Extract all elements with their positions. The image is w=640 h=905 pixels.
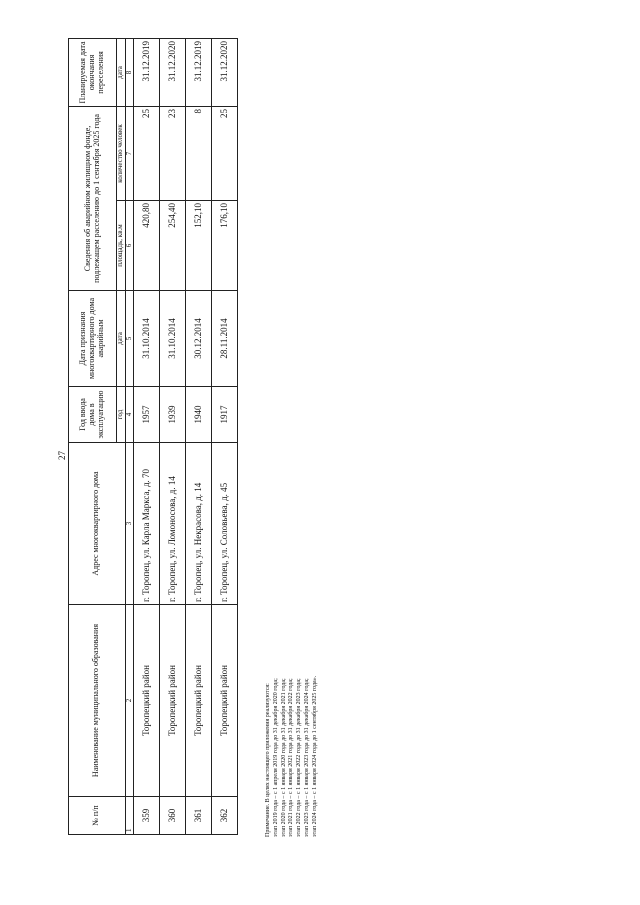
cell-people: 23 <box>160 106 186 200</box>
header-num: № п/п <box>69 797 126 835</box>
cell-planned: 31.12.2020 <box>212 38 238 106</box>
footnote-line: этап 2019 года – с 1 апреля 2019 года до 31 декабря 2020 года; <box>272 678 279 837</box>
cell-address: г. Торопец, ул. Соловьева, д. 45 <box>212 443 238 605</box>
header-planned: Планируемая дата окончания переселения <box>69 38 117 106</box>
cell-num: 359 <box>134 797 160 835</box>
col-number: 2 <box>125 605 134 797</box>
subheader-area: площадь, кв.м <box>117 201 126 291</box>
subheader-year: год <box>117 387 126 443</box>
cell-planned: 31.12.2019 <box>134 38 160 106</box>
subheader-people: количество человек <box>117 106 126 200</box>
cell-address: г. Торопец, ул. Карла Маркса, д. 70 <box>134 443 160 605</box>
cell-address: г. Торопец, ул. Ломоносова, д. 14 <box>160 443 186 605</box>
cell-people: 25 <box>212 106 238 200</box>
cell-num: 360 <box>160 797 186 835</box>
cell-year: 1957 <box>134 387 160 443</box>
cell-area: 254,40 <box>160 201 186 291</box>
table-row <box>186 38 212 834</box>
col-number: 8 <box>125 38 134 106</box>
cell-recognized: 28.11.2014 <box>212 291 238 387</box>
cell-recognized: 31.10.2014 <box>160 291 186 387</box>
cell-municipality: Торопецкий район <box>160 605 186 797</box>
cell-area: 152,10 <box>186 201 212 291</box>
cell-area: 420,80 <box>134 201 160 291</box>
col-number: 6 <box>125 201 134 291</box>
cell-people: 25 <box>134 106 160 200</box>
col-number: 4 <box>125 387 134 443</box>
cell-num: 361 <box>186 797 212 835</box>
cell-planned: 31.12.2019 <box>186 38 212 106</box>
footnote-line: Примечание. В целях настоящего приложения реализуются: <box>265 683 271 837</box>
footnote <box>265 377 320 837</box>
subheader-recognized: дата <box>117 291 126 387</box>
col-number: 5 <box>125 291 134 387</box>
col-number: 7 <box>125 106 134 200</box>
cell-year: 1940 <box>186 387 212 443</box>
cell-recognized: 31.10.2014 <box>134 291 160 387</box>
cell-num: 362 <box>212 797 238 835</box>
col-number: 1 <box>125 797 134 835</box>
subheader-planned: дата <box>117 38 126 106</box>
header-recognized: Дата признания многоквартирного дома аварийным <box>69 291 117 387</box>
table-row <box>134 38 160 834</box>
cell-recognized: 30.12.2014 <box>186 291 212 387</box>
footnote-line: этап 2020 года – с 1 января 2020 года до 31 декабря 2021 года; <box>280 678 287 837</box>
header-info: Сведения об аварийном жилищном фонде, подлежащем расселению до 1 сентября 2025 года <box>69 106 117 290</box>
footnote-line: этап 2022 года – с 1 января 2022 года до 31 декабря 2023 года; <box>296 678 303 837</box>
table-row <box>212 38 238 834</box>
cell-address: г. Торопец, ул. Некрасова, д. 14 <box>186 443 212 605</box>
cell-area: 176,10 <box>212 201 238 291</box>
header-year: Год ввода дома в эксплуатацию <box>69 387 117 443</box>
footnote-line: этап 2021 года – с 1 января 2021 года до 31 декабря 2022 года; <box>288 678 295 837</box>
footnote-line: этап 2024 года – с 1 января 2024 года до 1 сентября 2025 года». <box>311 675 318 837</box>
cell-people: 8 <box>186 106 212 200</box>
cell-year: 1917 <box>212 387 238 443</box>
header-address: Адрес многоквартирного дома <box>69 443 126 605</box>
col-number: 3 <box>125 443 134 605</box>
cell-municipality: Торопецкий район <box>212 605 238 797</box>
cell-planned: 31.12.2020 <box>160 38 186 106</box>
page-number: 27 <box>57 451 67 460</box>
cell-year: 1939 <box>160 387 186 443</box>
footnote-line: этап 2023 года – с 1 января 2023 года до 31 декабря 2024 года; <box>303 678 310 837</box>
emergency-housing-table <box>68 38 238 835</box>
cell-municipality: Торопецкий район <box>134 605 160 797</box>
header-municipality: Наименование муниципального образования <box>69 605 126 797</box>
cell-municipality: Торопецкий район <box>186 605 212 797</box>
table-row <box>160 38 186 834</box>
